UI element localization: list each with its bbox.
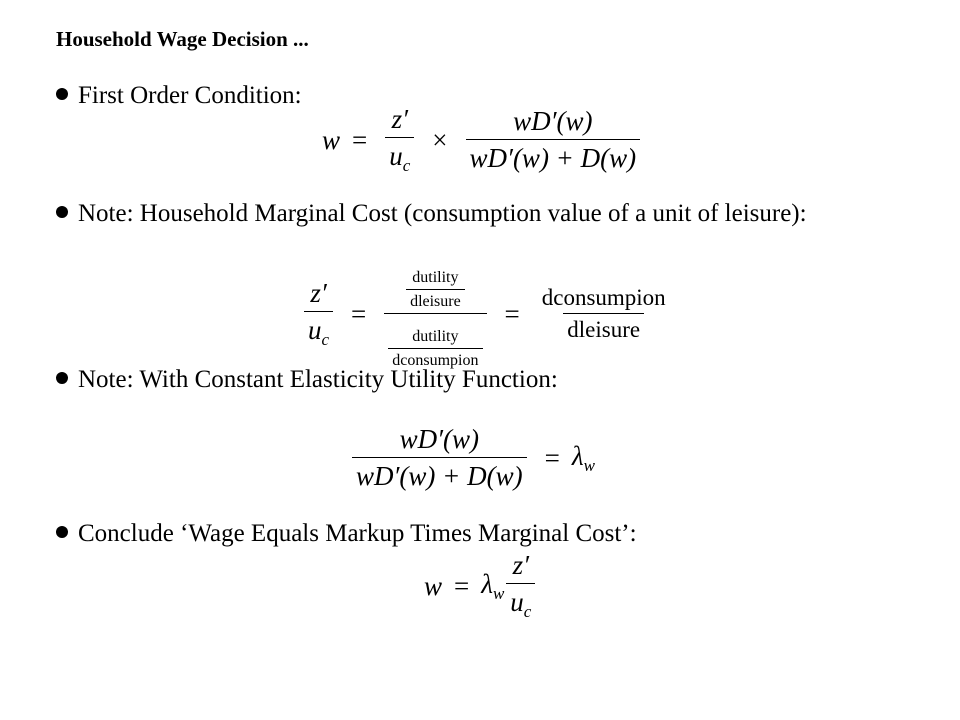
bullet-text: Note: With Constant Elasticity Utility Function: [78,366,558,393]
lambda-w [572,441,595,476]
fraction-denominator [385,137,414,176]
bullet-dot [56,88,68,100]
fraction-denominator: dleisure [563,313,644,343]
fraction-denominator: dconsumpion [388,348,482,370]
den-base: u [308,315,322,345]
den-subscript: c [402,156,411,175]
den-subscript: c [321,330,330,349]
equation-conclusion [424,550,541,622]
fraction-numerator: dconsumpion [541,285,666,310]
equation-first-order-condition [322,104,646,176]
fraction-z-over-uc [506,550,535,622]
fraction-numerator: z′ [310,278,327,308]
fraction-numerator: z′ [512,550,530,580]
equation-marginal-cost [298,258,676,370]
fraction-elasticity [352,424,527,492]
lambda-subscript: w [583,455,595,475]
fraction-z-over-uc [385,104,414,176]
lambda: λ [571,440,584,471]
den-base: u [510,587,524,617]
fraction-denominator: wD′(w) + D(w) [352,457,527,492]
fraction-numerator: dutility [412,269,459,286]
eq-equals: = [544,442,560,473]
eq-var-w: w [322,124,341,155]
eq-times: × [432,124,448,155]
bullet-conclusion [56,520,637,548]
eq-equals: = [504,298,520,329]
fraction-utility-leisure [406,269,465,311]
bullet-text: Conclude ‘Wage Equals Markup Times Marginal Cost’: [78,520,637,547]
bullet-text: First Order Condition: [78,82,302,109]
fraction-consumption-leisure [538,285,670,343]
fraction-denominator [304,311,333,350]
bullet-marginal-cost [56,200,807,228]
bullet-dot [56,526,68,538]
den-subscript: c [523,602,532,621]
equation-constant-elasticity [346,424,595,492]
eq-equals: = [454,570,470,601]
bullet-constant-elasticity [56,366,558,394]
den-base: u [389,141,403,171]
fraction-denominator [506,583,535,622]
lambda: λ [481,568,493,599]
bullet-dot [56,372,68,384]
lambda-subscript: w [492,583,505,603]
fraction-numerator: wD′(w) [399,424,480,454]
bullet-text: Note: Household Marginal Cost (consumption value of a unit of leisure): [78,200,807,227]
eq-equals: = [352,124,368,155]
slide-title: Household Wage Decision ... [56,27,309,51]
fraction-utility-consumption [388,328,482,370]
fraction-z-over-uc [304,278,333,350]
fraction-numerator: z′ [391,104,408,134]
compound-fraction [384,258,486,370]
fraction-numerator: wD′(w) [513,106,593,136]
bullet-dot [56,206,68,218]
compound-denominator [384,313,486,370]
fraction-numerator: dutility [412,328,459,345]
eq-var-w: w [424,570,443,601]
fraction-elasticity [466,106,641,174]
eq-equals: = [351,298,367,329]
lambda-w [481,569,504,604]
fraction-denominator: dleisure [406,289,465,311]
compound-numerator [402,258,469,313]
bullet-first-order-condition [56,82,302,110]
fraction-denominator: wD′(w) + D(w) [466,139,641,174]
